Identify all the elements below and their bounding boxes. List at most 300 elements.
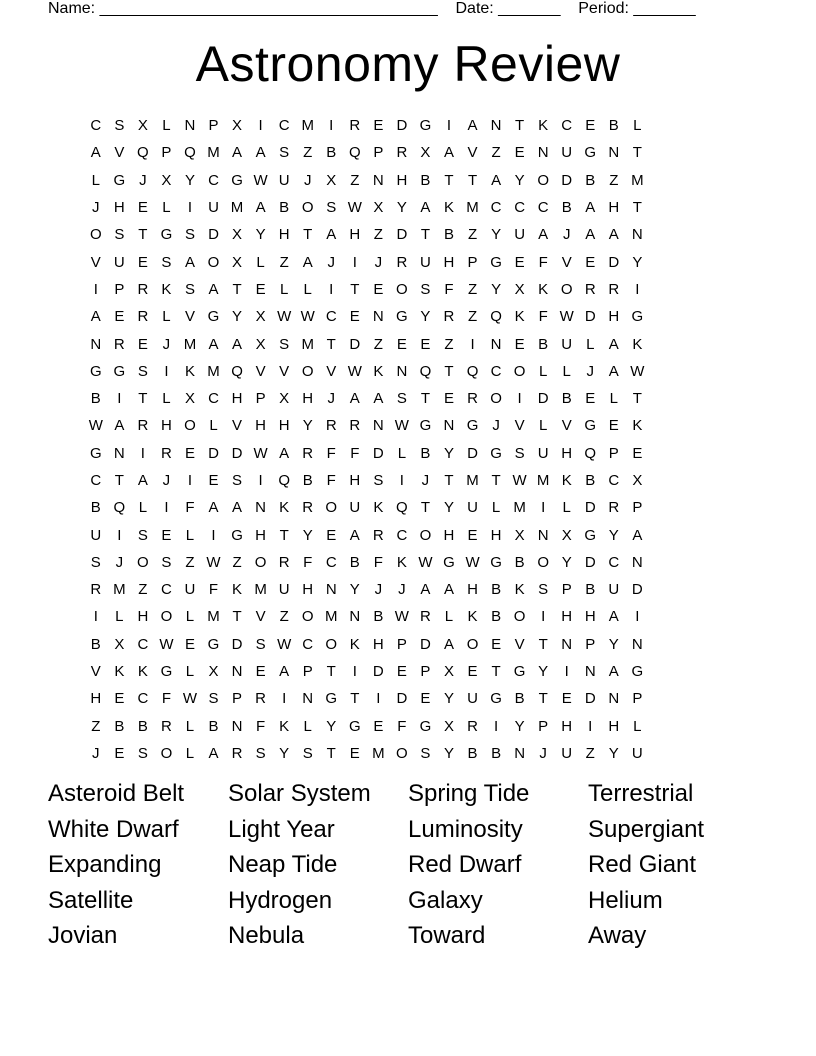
grid-letter: Y [608,635,619,653]
letter-grid [84,112,649,767]
grid-letter: A [632,526,643,544]
word-list-item: Red Giant [588,851,697,879]
grid-letter: S [232,472,243,489]
grid-letter: L [444,608,454,626]
grid-letter: A [585,226,596,244]
grid-letter: L [185,663,195,681]
grid-letter: N [443,417,455,435]
grid-letter: F [397,717,407,735]
grid-letter: S [161,553,172,571]
grid-letter: D [208,226,219,244]
grid-letter: E [396,663,407,681]
grid-letter: Z [467,226,478,244]
grid-letter: P [561,581,572,599]
word-list-item: Expanding [48,851,162,879]
grid-letter: P [208,117,219,135]
grid-letter: A [137,472,148,489]
grid-letter: H [137,608,149,626]
grid-letter: M [230,199,244,217]
grid-letter: G [584,417,597,435]
word-list-item: Spring Tide [408,780,530,807]
grid-letter: E [420,335,431,353]
grid-letter: Z [467,280,478,298]
grid-letter: I [187,472,193,489]
grid-letter: R [467,717,478,735]
grid-letter: J [398,581,406,599]
grid-letter: X [114,635,125,653]
grid-letter: I [517,390,522,408]
grid-letter: Y [326,717,337,735]
grid-letter: E [585,253,596,271]
grid-letter: B [349,553,360,571]
grid-letter: M [254,581,267,599]
grid-letter: W [394,608,409,626]
grid-letter: D [608,253,620,271]
grid-letter: S [114,117,125,135]
grid-letter: P [373,144,384,162]
grid-letter: A [90,308,101,326]
grid-letter: O [396,280,408,298]
grid-letter: R [608,499,620,517]
grid-letter: N [631,553,643,571]
grid-letter: G [231,171,243,189]
grid-letter: G [584,526,597,544]
grid-letter: R [396,253,408,271]
grid-letter: G [490,444,502,462]
grid-letter: R [113,335,125,353]
grid-letter: X [561,526,572,544]
grid-letter: N [561,635,573,653]
grid-letter: U [278,581,290,599]
grid-letter: G [207,308,220,326]
grid-letter: N [490,117,502,135]
grid-letter: W [277,635,292,653]
grid-letter: I [470,335,475,353]
grid-letter: C [137,635,149,653]
grid-letter: B [279,199,290,217]
grid-letter: L [162,117,171,135]
grid-letter: L [562,499,571,517]
grid-letter: A [608,362,619,380]
grid-letter: O [207,253,220,271]
grid-letter: T [279,526,289,544]
grid-letter: R [231,744,243,762]
grid-letter: H [561,717,573,735]
grid-letter: X [137,117,148,135]
grid-letter: X [443,663,454,681]
grid-letter: E [585,390,596,408]
grid-letter: D [208,444,219,462]
grid-letter: U [537,444,549,462]
grid-letter: H [90,690,102,708]
grid-letter: S [184,226,195,244]
grid-letter: H [302,581,314,599]
grid-letter: B [302,472,313,489]
grid-letter: T [491,663,501,681]
grid-letter: E [137,199,148,217]
grid-letter: W [559,308,574,326]
grid-letter: M [183,335,197,353]
grid-letter: G [160,226,173,244]
grid-letter: G [513,663,526,681]
grid-letter: Y [608,744,619,762]
grid-letter: Z [138,581,148,599]
grid-letter: K [396,553,407,571]
grid-letter: U [278,171,290,189]
grid-letter: E [373,280,384,298]
grid-row [84,631,649,658]
grid-letter: U [467,690,478,708]
grid-letter: U [514,226,526,244]
grid-letter: M [207,144,220,162]
grid-letter: T [326,744,336,762]
grid-row [84,248,649,275]
grid-letter: I [329,280,334,298]
grid-letter: Y [255,226,266,244]
grid-letter: P [632,690,643,708]
grid-row [84,467,649,494]
grid-letter: N [231,663,243,681]
grid-row [84,713,649,740]
grid-letter: X [232,253,243,271]
grid-letter: I [541,608,546,626]
grid-letter: P [420,663,431,681]
grid-letter: N [608,144,620,162]
grid-letter: X [443,717,454,735]
grid-letter: L [303,717,312,735]
grid-letter: H [278,417,290,435]
grid-letter: Q [584,444,597,462]
grid-letter: S [255,744,266,762]
grid-letter: V [514,635,525,653]
grid-letter: A [232,335,243,353]
grid-letter: V [279,362,290,380]
grid-letter: E [632,444,643,462]
grid-letter: P [302,663,313,681]
grid-letter: A [420,199,431,217]
grid-letter: W [347,362,362,380]
grid-letter: B [420,171,431,189]
grid-letter: K [184,362,195,380]
grid-letter: S [279,335,290,353]
grid-letter: C [325,553,337,571]
grid-row [84,740,649,767]
grid-letter: R [608,280,620,298]
grid-letter: Q [137,144,149,162]
grid-letter: Z [350,171,360,189]
grid-letter: H [443,526,455,544]
grid-letter: A [538,226,549,244]
grid-letter: G [231,526,243,544]
grid-letter: H [561,608,573,626]
grid-letter: R [160,717,172,735]
grid-letter: R [302,499,314,517]
grid-letter: R [349,117,361,135]
grid-letter: S [137,744,148,762]
grid-letter: K [373,499,384,517]
grid-letter: C [90,117,102,135]
grid-letter: J [421,472,430,489]
grid-letter: N [584,663,596,681]
grid-letter: R [349,417,361,435]
grid-letter: B [208,717,219,735]
grid-letter: A [114,417,125,435]
grid-letter: D [537,390,549,408]
grid-letter: S [184,280,195,298]
grid-letter: J [492,417,500,435]
grid-row [84,658,649,685]
grid-letter: N [90,335,102,353]
grid-letter: R [325,417,337,435]
grid-letter: L [562,362,571,380]
grid-letter: K [373,362,384,380]
grid-row [84,685,649,712]
grid-letter: H [255,417,267,435]
grid-letter: I [93,608,98,626]
grid-letter: Z [185,553,195,571]
grid-letter: W [206,553,221,571]
grid-letter: L [209,417,218,435]
grid-letter: A [608,663,619,681]
grid-letter: E [184,635,195,653]
grid-letter: R [137,280,149,298]
word-list-item: Nebula [228,922,305,950]
grid-letter: P [585,635,596,653]
grid-letter: H [396,171,408,189]
grid-letter: A [208,280,219,298]
grid-letter: A [420,581,431,599]
grid-letter: Q [466,362,479,380]
grid-letter: S [373,472,384,489]
grid-letter: R [255,690,267,708]
grid-letter: R [584,280,596,298]
grid-letter: Z [444,335,454,353]
grid-letter: Q [348,144,361,162]
grid-letter: I [282,690,287,708]
word-list-item: Away [588,922,647,950]
grid-letter: M [536,472,550,489]
grid-letter: T [420,390,431,408]
grid-letter: L [162,390,171,408]
grid-letter: G [89,362,102,380]
grid-letter: T [232,608,242,626]
grid-letter: L [185,744,195,762]
grid-letter: Y [632,253,643,271]
grid-letter: N [490,335,502,353]
grid-letter: G [89,444,102,462]
grid-letter: A [443,144,454,162]
grid-letter: S [161,253,172,271]
grid-letter: B [90,635,101,653]
grid-letter: Y [443,690,454,708]
grid-letter: F [185,499,195,517]
grid-row [84,494,649,521]
grid-letter: G [419,717,432,735]
grid-row [84,521,649,548]
grid-row [84,112,649,139]
grid-letter: T [467,171,478,189]
grid-letter: W [630,362,645,380]
grid-letter: Q [396,499,408,517]
grid-letter: N [302,690,314,708]
grid-letter: G [113,362,126,380]
grid-letter: H [443,253,455,271]
grid-letter: B [585,472,596,489]
page-title: Astronomy Review [195,36,621,92]
grid-letter: E [514,253,525,271]
grid-letter: E [561,690,572,708]
grid-letter: Z [303,144,313,162]
grid-letter: W [300,308,315,326]
grid-letter: X [184,390,195,408]
grid-letter: B [114,717,125,735]
grid-letter: H [349,226,361,244]
grid-letter: N [349,608,361,626]
grid-letter: K [632,335,643,353]
grid-letter: Y [420,308,431,326]
grid-letter: I [211,526,216,544]
grid-letter: O [560,280,573,298]
grid-letter: R [302,444,314,462]
grid-letter: H [608,199,620,217]
grid-letter: L [538,417,548,435]
grid-letter: T [444,171,454,189]
grid-letter: A [255,199,266,217]
grid-letter: Z [91,717,101,735]
grid-letter: G [490,553,502,571]
grid-letter: C [608,553,620,571]
grid-letter: O [466,635,479,653]
grid-letter: D [396,117,408,135]
grid-letter: A [373,390,384,408]
grid-letter: T [444,362,454,380]
word-list-item: Jovian [48,922,118,950]
grid-letter: M [513,499,526,517]
grid-letter: R [443,308,455,326]
grid-row [84,194,649,221]
grid-letter: H [231,390,243,408]
grid-letter: T [350,280,360,298]
grid-letter: U [608,581,620,599]
grid-letter: Z [373,226,383,244]
grid-row [84,221,649,248]
grid-letter: P [467,253,478,271]
grid-letter: L [491,499,501,517]
grid-row [84,330,649,357]
grid-letter: A [326,226,337,244]
grid-letter: Z [279,253,289,271]
grid-letter: W [512,472,527,489]
grid-letter: X [373,199,384,217]
grid-letter: D [396,226,408,244]
grid-letter: A [608,335,619,353]
grid-letter: T [232,280,242,298]
grid-row [84,440,649,467]
grid-letter: P [538,717,549,735]
grid-letter: J [115,553,124,571]
grid-letter: V [561,253,572,271]
grid-letter: N [514,744,526,762]
grid-letter: M [207,362,220,380]
grid-letter: K [232,581,243,599]
grid-letter: U [90,526,102,544]
grid-letter: C [137,690,149,708]
grid-letter: K [279,717,290,735]
grid-letter: D [467,444,478,462]
grid-letter: K [349,635,360,653]
grid-letter: A [443,635,454,653]
grid-letter: S [90,553,101,571]
grid-letter: I [117,526,122,544]
grid-letter: Y [184,171,195,189]
grid-letter: H [372,635,384,653]
grid-letter: U [561,144,573,162]
grid-letter: O [325,635,338,653]
grid-letter: J [92,199,100,217]
grid-letter: L [633,117,642,135]
grid-row [84,167,649,194]
grid-letter: B [420,444,431,462]
grid-letter: X [161,171,172,189]
grid-letter: R [160,444,172,462]
grid-letter: N [113,444,125,462]
grid-letter: Y [514,717,525,735]
word-list-item: Light Year [228,815,335,843]
grid-letter: T [515,117,525,135]
grid-letter: Z [585,744,595,762]
grid-letter: Y [279,744,290,762]
word-list-item: Terrestrial [588,780,694,807]
grid-letter: J [374,581,383,599]
grid-letter: O [301,608,314,626]
word-list-item: Hydrogen [228,886,333,914]
grid-letter: L [538,362,548,380]
grid-letter: L [115,608,124,626]
grid-row [84,603,649,630]
grid-letter: I [399,472,404,489]
grid-letter: C [90,472,102,489]
grid-letter: E [443,390,454,408]
grid-letter: E [255,280,266,298]
grid-letter: N [325,581,337,599]
grid-letter: A [232,144,243,162]
grid-letter: S [326,199,337,217]
grid-letter: I [635,608,640,626]
word-list-item: Helium [588,886,663,914]
grid-letter: V [255,608,266,626]
grid-letter: O [419,526,432,544]
grid-letter: V [232,417,243,435]
grid-letter: A [232,499,243,517]
grid-letter: C [490,362,502,380]
word-list [48,776,768,954]
grid-row [84,276,649,303]
grid-letter: O [490,390,502,408]
grid-letter: E [114,744,125,762]
grid-letter: H [349,472,361,489]
grid-letter: H [255,526,267,544]
grid-letter: C [561,117,573,135]
grid-letter: A [467,117,478,135]
grid-letter: X [232,226,243,244]
grid-letter: S [114,226,125,244]
grid-letter: L [185,526,195,544]
grid-letter: U [184,581,196,599]
grid-letter: E [608,417,619,435]
grid-letter: A [90,144,101,162]
grid-letter: S [302,744,313,762]
grid-letter: B [467,744,478,762]
